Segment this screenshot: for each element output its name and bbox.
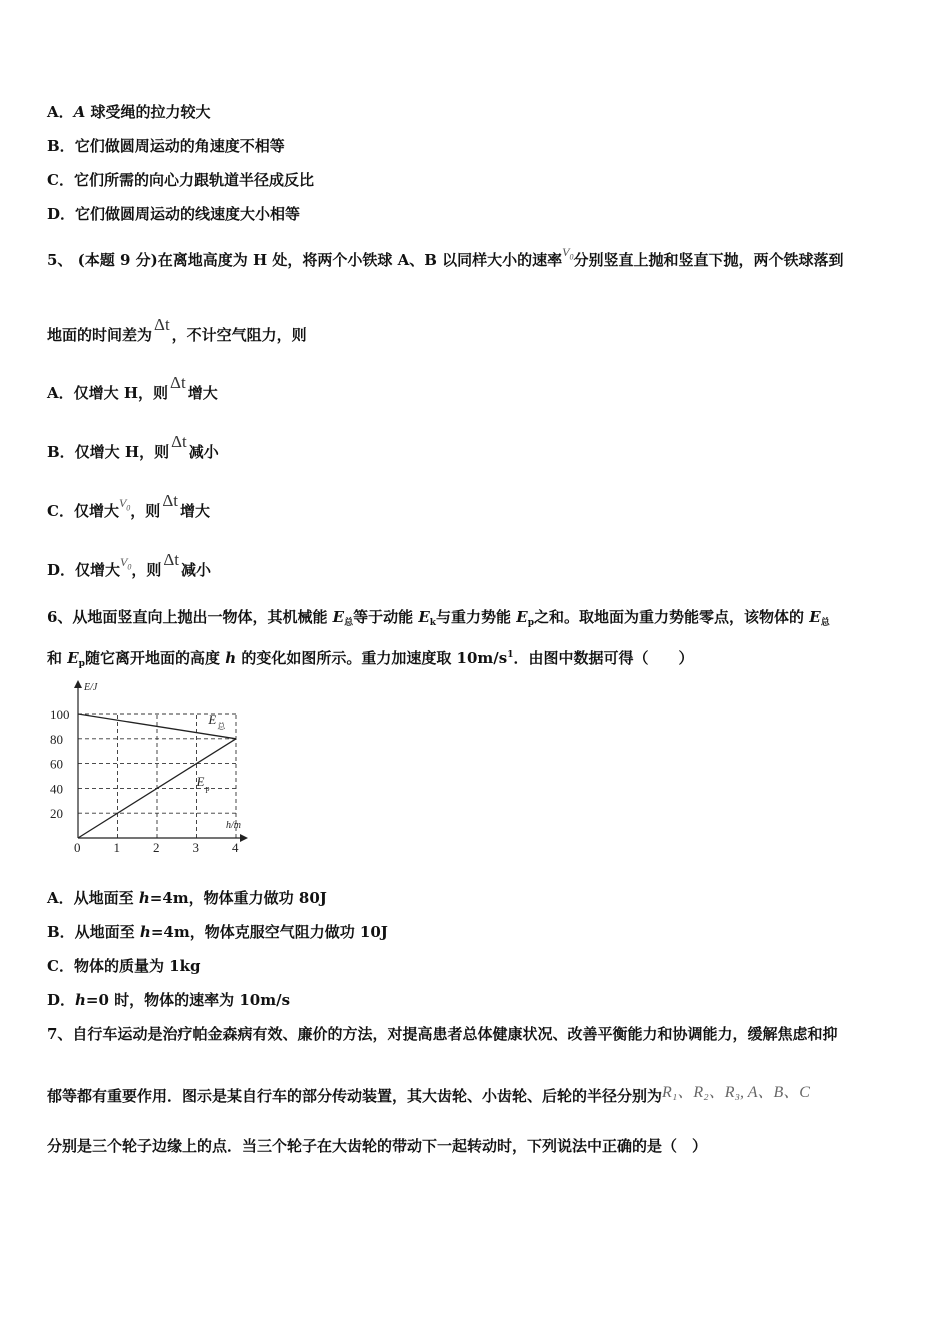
chart-axes (74, 680, 248, 842)
q6-option-c (47, 956, 200, 976)
stem-text: 郁等都有重要作用．图示是某自行车的部分传动装置，其大齿轮、小齿轮、后轮的半径分别为 (47, 1087, 663, 1105)
q4-option-d (47, 204, 300, 224)
stem-text: 随它离开地面的高度 (84, 649, 226, 667)
delta-t-symbol: Δt (154, 315, 170, 334)
stem-text: 6、从地面竖直向上抛出一物体，其机械能 (47, 608, 333, 626)
option-text: =0 时，物体的速率为 10m/s (85, 991, 291, 1009)
stem-text: 7、自行车运动是治疗帕金森病有效、廉价的方法，对提高患者总体健康状况、改善平衡能力和协调能力，缓解焦虑和抑 (47, 1025, 838, 1043)
stem-text: 等于动能 (353, 608, 419, 626)
e-symbol: E (67, 649, 79, 667)
option-text: 它们做圆周运动的角速度不相等 (74, 137, 285, 155)
italic-a: A (73, 103, 86, 121)
q7-stem-line2 (47, 1086, 810, 1107)
delta-t-symbol: Δt (170, 373, 186, 392)
q4-option-b (47, 136, 285, 156)
stem-text: 5、 (本题 9 分)在离地高度为 H 处，将两个小铁球 A、B 以同样大小的速率 (47, 251, 563, 269)
q6-option-a (47, 888, 327, 908)
stem-text: ．由图中数据可得（ ） (513, 649, 694, 667)
option-text: =4m，物体重力做功 80J (149, 889, 327, 907)
q5-option-d (47, 550, 212, 586)
y-tick-label: 60 (50, 756, 63, 772)
option-text: D． (47, 991, 76, 1009)
y-tick-label: 100 (50, 707, 70, 722)
v0-symbol: V0 (562, 245, 574, 262)
delta-t-symbol: Δt (162, 491, 178, 510)
option-label: B． (47, 137, 75, 155)
series-label-subscript: p (205, 783, 210, 793)
series-label-subscript: 总 (217, 721, 226, 731)
option-text: A．从地面至 (47, 889, 139, 907)
option-text: 减小 (181, 561, 212, 579)
option-text: 增大 (179, 502, 210, 520)
subscript: p (78, 659, 85, 669)
stem-text: ，不计空气阻力，则 (171, 326, 307, 344)
series-label-e-total: E (208, 711, 217, 727)
series-label-ep: E (196, 773, 205, 789)
subscript: 总 (820, 618, 830, 628)
h-symbol: h (75, 991, 86, 1009)
stem-text: 分别是三个轮子边缘上的点．当三个轮子在大齿轮的带动下一起转动时，下列说法中正确的是（ ） (47, 1137, 708, 1155)
q5-stem-line1 (47, 245, 844, 276)
q5-option-a (47, 373, 218, 403)
h-symbol: h (139, 923, 151, 941)
option-text: B．从地面至 (47, 923, 140, 941)
option-text: C．仅增大 (47, 502, 119, 520)
delta-t-symbol: Δt (171, 432, 187, 451)
option-text: A．仅增大 H，则 (47, 384, 169, 402)
x-tick-label: 3 (192, 840, 199, 855)
x-tick-label: 0 (74, 840, 81, 855)
subscript: 总 (344, 618, 354, 628)
stem-text: 与重力势能 (436, 608, 517, 626)
stem-text: 地面的时间差为 (47, 326, 153, 344)
stem-text: 分别竖直上抛和竖直下抛，两个铁球落到 (573, 251, 844, 269)
q6-stem-line2 (47, 645, 694, 674)
y-tick-label: 20 (50, 806, 63, 822)
option-text: ，则 (131, 561, 162, 579)
v0-symbol: V0 (118, 496, 131, 513)
option-text: =4m，物体克服空气阻力做功 10J (150, 923, 388, 941)
x-tick-label: 4 (232, 840, 239, 855)
x-tick-label: 2 (153, 840, 160, 855)
q7-stem-line3 (47, 1136, 707, 1156)
q5-option-b (47, 432, 219, 462)
option-text: 增大 (187, 384, 218, 402)
h-symbol: h (138, 889, 150, 907)
option-text: 减小 (188, 443, 219, 461)
subscript: p (527, 618, 535, 628)
q6-stem-line1 (47, 607, 830, 633)
e-symbol: E (516, 608, 528, 626)
option-text: C．物体的质量为 1kg (47, 957, 201, 975)
v0-symbol: V0 (120, 555, 132, 572)
stem-text: 的变化如图所示。重力加速度取 10m/s (236, 649, 508, 667)
option-text: ，则 (130, 502, 161, 520)
option-text: 它们所需的向心力跟轨道半径成反比 (73, 171, 314, 189)
q7-stem-line1 (47, 1024, 837, 1044)
x-tick-label: 1 (113, 840, 120, 855)
energy-height-chart (40, 676, 260, 856)
radius-point-list: R₁、R₂、R₃, A、B、C (662, 1084, 810, 1101)
q6-option-b (47, 922, 388, 942)
y-axis-label: E/J (84, 682, 98, 693)
e-symbol: E (809, 608, 821, 626)
option-label: D． (47, 205, 76, 223)
option-label: A． (47, 103, 74, 121)
chart-grid (78, 711, 236, 838)
delta-t-symbol: Δt (163, 550, 180, 569)
stem-text: 之和。取地面为重力势能零点，该物体的 (534, 608, 810, 626)
y-tick-label: 80 (50, 731, 63, 747)
x-axis-arrow (240, 834, 248, 842)
subscript: k (429, 618, 437, 628)
q4-option-a (47, 102, 211, 122)
stem-text: 和 (47, 649, 68, 667)
q6-option-d (47, 990, 290, 1010)
option-text: B．仅增大 H，则 (47, 443, 170, 461)
option-text: 它们做圆周运动的线速度大小相等 (75, 205, 301, 223)
superscript: 1 (507, 650, 514, 660)
option-text: D．仅增大 (47, 561, 121, 579)
x-axis-label: h/m (226, 820, 241, 831)
y-axis-arrow (74, 680, 82, 688)
q4-option-c (47, 170, 314, 190)
e-symbol: E (332, 608, 345, 626)
q5-stem-line2 (47, 315, 307, 345)
q5-option-c (47, 491, 210, 527)
y-tick-label: 40 (50, 781, 63, 797)
e-symbol: E (418, 608, 430, 626)
h-symbol: h (225, 649, 237, 667)
option-text: 球受绳的拉力较大 (90, 103, 211, 121)
option-label: C． (47, 171, 74, 189)
